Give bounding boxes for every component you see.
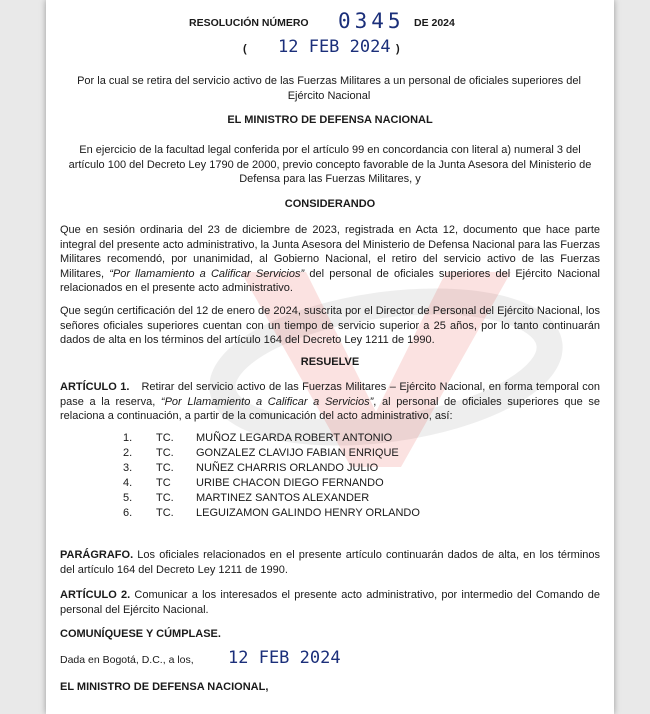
articulo-2: ARTÍCULO 2. Comunicar a los interesados el presente acto administrativo, por intermedio del Comando de personal del Ejército Nacional. <box>60 589 600 616</box>
resolution-number: 0345 <box>338 9 405 33</box>
considerando-heading: CONSIDERANDO <box>284 198 376 210</box>
dada-en: Dada en Bogotá, D.C., a los, <box>60 654 194 666</box>
resuelve-heading: RESUELVE <box>300 356 360 368</box>
document-page <box>46 0 614 714</box>
comuniquese: COMUNÍQUESE Y CÚMPLASE. <box>60 628 221 640</box>
dada-date-stamp: 12 FEB 2024 <box>228 648 341 668</box>
resolution-year: DE 2024 <box>414 17 455 29</box>
signature-title: EL MINISTRO DE DEFENSA NACIONAL, <box>60 681 269 693</box>
subject-text: Por la cual se retira del servicio activo de las Fuerzas Militares a un personal de oficiales superiores del Ejército Nacional <box>77 75 581 102</box>
date-stamp: 12 FEB 2024 <box>278 37 391 57</box>
officer-list: 1. TC. MUÑOZ LEGARDA ROBERT ANTONIO 2. TC. GONZALEZ CLAVIJO FABIAN ENRIQUE 3. TC. NUÑEZ CHARRIS ORLANDO JULIO 4. TC URIBE CHACON DIEGO FERNANDO 5. TC. MARTINEZ SANTOS ALEXANDER 6. TC. LEGUIZAMON GALINDO HENRY ORLANDO <box>123 432 420 519</box>
considerando-2: Que según certificación del 12 de enero de 2024, suscrita por el Director de Personal del Ejército Nacional, los señores oficiales superiores cuentan con un tiempo de servicio superior a 25 años, por lo tanto continuarán dados de alta en los términos del artículo 164 del Decreto Ley 1211 de 1990. <box>60 305 600 346</box>
paren-close: ) <box>396 43 400 55</box>
paren-open: ( <box>243 43 247 55</box>
powers-text: En ejercicio de la facultad legal conferida por el artículo 99 en concordancia con literal a) numeral 3 del artículo 100 del Decreto Ley 1790 de 2000, previo concepto favorable de la Junta Asesora del Ministerio de Defensa para las Fuerzas Militares, y <box>68 144 592 185</box>
resolution-label: RESOLUCIÓN NÚMERO <box>189 17 309 29</box>
considerando-1: Que en sesión ordinaria del 23 de diciembre de 2023, registrada en Acta 12, documento que hace parte integral del presente acto administrativo, la Junta Asesora del Ministerio de Defensa Nacional para las Fuerzas Militares recomendó, por unanimidad, al Gobierno Nacional, el retiro del servicio activo de las Fuerzas Militares, “Por llamamiento a Calificar Servicios” del personal de oficiales superiores del Ejército Nacional relacionados en el presente acto administrativo. <box>60 224 600 294</box>
paragrafo: PARÁGRAFO. Los oficiales relacionados en el presente artículo continuarán dados de alta, en los términos del artículo 164 del Decreto Ley 1211 de 1990. <box>60 549 600 576</box>
minister-title: EL MINISTRO DE DEFENSA NACIONAL <box>227 114 433 126</box>
articulo-1: ARTÍCULO 1. Retirar del servicio activo de las Fuerzas Militares – Ejército Nacional, en forma temporal con pase a la reserva, “Por Llamamiento a Calificar a Servicios”, al personal de oficiales superiores que se relaciona a continuación, a partir de la comunicación del acto administrativo, así: <box>60 381 600 422</box>
